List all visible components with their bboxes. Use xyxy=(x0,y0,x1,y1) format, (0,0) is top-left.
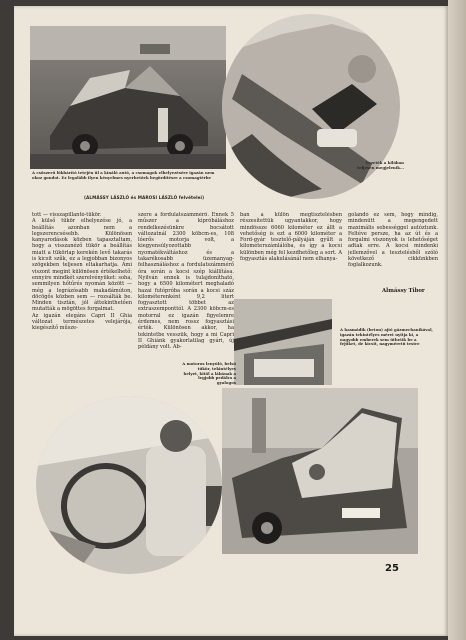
caption-car-trunk: A csőszerű lökhárító tetején ül a kínáló autó, a csomagok elhelyezésére igazán nem okoz gondot. Ez legalább ilyen kényelmes nyerhetőek begördítésre a csomagtérbe xyxy=(32,170,215,180)
text-column-2: szere a fordulatszámmérő. Ennek 5 műszer a kipróbáláshoz rendelkezésünkre bocsátott változatnál 2300 köbcm-es, 108 lóerős motorja volt, a kiegyensúlyozottabb nyomatékváltáshoz és a takarékosabb üzemanyag-felhasználáshoz a fordulatszámmérő óra során a kocsi szép kiállítása. Nyilván ennek is tulajdonítható, hogy a 6500 kilométert meghaladó hazai futópróba során a kocsi száz kilométerenként 9,2 litert fogyasztott többet az extraszemponttól. A 2300 köbcm-es motorral ez igazán figyelemre érdemes, nem rossz fogyasztási érték. Különösen akkor, ha tekintetbe vesszük, hogy a mi Capri II Ghiánk gyakorlatilag gyári, új példány volt. Ab- xyxy=(138,212,234,351)
text-column-4: golandó ez sem, hogy mindig, mindenütt a megengedett maximális sebességgel autóztunk. Feltéve persze, ha az út és a forgalmi viszonyok is lehetőséget adtak erre. A kocsi mindenki jellemzővel a tesztelésből szóló következő cikkünkben foglalkozunk. xyxy=(348,212,438,269)
text-column-1: tott — visszapillantó-tükör. A külső tükör elhelyezése jó, a beállítás azonban nem a legszerencsésebb. Különösen kanyarodások közben tapasztaltam, hogy a visszanéző tükör a beállítás miatt a tükörlap kerekén levő takarás is kicsit szűk, ez a legjobban bizonyos szögekben teljesen eltakarhatja. Ami viszont megint különösen értékelhető: ennyire mindkét szerelvényüket: soha, semmilyen hőtűrés nyomán között — még a legrázósabb makadámúton, döcögős közben sem — rozsálták be. Minden tisztán, jól áttekinthetően mutatták a mögöttes forgalmat. Az igazán elegáns Capri II Ghia változat természetes velejárója, kiegészítő műsze- xyxy=(32,212,132,332)
photo-driver xyxy=(36,396,222,574)
caption-hatchback: A hasmódik (beton) ajtó gázmechanikával, igazán tekintélyes méret nyitja ki, a nagyobb emberek sem üthetik be a fejüket, de kicsit, nagyméretű testre xyxy=(340,327,433,347)
photo-car-trunk xyxy=(30,26,226,169)
photo-seatbelt xyxy=(222,14,400,199)
caption-seatbelt: Vezeték a kilóban teljesen megjelenik... xyxy=(357,160,404,170)
photo-hatch-open xyxy=(234,299,332,385)
magazine-page xyxy=(14,6,448,636)
photo-hatchback-car xyxy=(222,388,418,554)
caption-driver: A motoros lenyúló, belső tükör, tekintélyes helyet, kitől a lábának a legjobb pedálra a gyalogos xyxy=(182,361,236,386)
author-signature: Almássy Tibor xyxy=(382,288,425,294)
text-column-3: ban a külön megtisztelésben részesítettük ugyantakkor, hogy mindössze 6060 kilométer ez állt a vehetőség is ezt a 6000 kilométer a Ford-gyár tesztelő-pályáján gyűlt a kilométerszámlálóba, és így a kocsi különben még fel kezdhetőleg a sort. A fogyasztás alakulásánál nem elhanya- xyxy=(240,212,342,263)
page-edge xyxy=(448,0,466,640)
photo-credit: (ALMÁSSY LÁSZLÓ és MAROSI LÁSZLÓ felvételei) xyxy=(84,195,205,200)
page-number: 25 xyxy=(385,563,399,574)
